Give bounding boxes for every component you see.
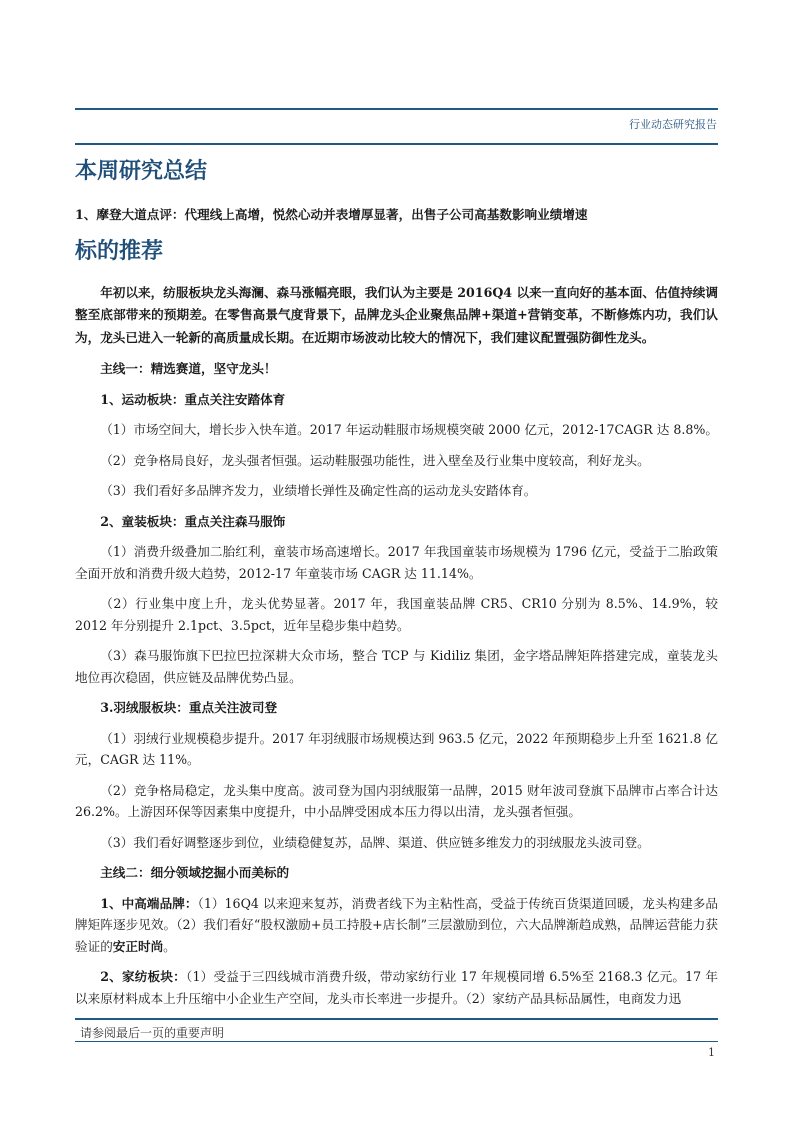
highend-brand-end: 。 — [163, 938, 176, 954]
highend-brand-pick: 安正时尚 — [112, 938, 164, 954]
home-textile-text: （1）受益于三四线城市消费升级，带动家纺行业 17 年规模同增 6.5%至 2168.3 亿元。17 年以来原材料成本上升压缩中小企业生产空间，龙头市长率进一步提升。（2）家纺产品具标品属性，电商发力迅 — [75, 969, 718, 1006]
section-title-recommend: 标的推荐 — [75, 238, 164, 264]
downwear-point-2: （2）竞争格局稳定，龙头集中度高。波司登为国内羽绒服第一品牌，2015 财年波司登旗下品牌市占率合计达 26.2%。上游因环保等因素集中度提升，中小品牌受困成本压力得以出清，龙头强者恒强。 — [75, 782, 718, 819]
downwear-point-3: （3）我们看好调整逐步到位，业绩稳健复苏，品牌、渠道、供应链多维发力的羽绒服龙头波司登。 — [100, 834, 650, 850]
kidswear-point-1: （1）消费升级叠加二胎红利，童装市场高速增长。2017 年我国童装市场规模为 1796 亿元，受益于二胎政策全面开放和消费升级大趋势，2012-17 年童装市场 CAGR 达 11.14%。 — [75, 544, 718, 581]
recommend-intro: 年初以来，纺服板块龙头海澜、森马涨幅亮眼，我们认为主要是 2016Q4 以来一直向好的基本面、估值持续调整至底部带来的预期差。在零售高景气度背景下，品牌龙头企业聚焦品牌+渠道+营销变革，不断修炼内功，我们认为，龙头已进入一轮新的高质量成长期。在近期市场波动比较大的情况下，我们建议配置强防御性龙头。 — [75, 284, 718, 345]
report-type-label: 行业动态研究报告 — [629, 118, 717, 131]
sportswear-point-3: （3）我们看好多品牌齐发力，业绩增长弹性及确定性高的运动龙头安踏体育。 — [100, 483, 537, 498]
section-title-summary: 本周研究总结 — [75, 159, 208, 184]
page-content — [75, 152, 718, 1009]
downwear-title: 3.羽绒服板块：重点关注波司登 — [100, 700, 278, 715]
footer-rule-thin — [75, 1041, 718, 1042]
sportswear-point-1: （1）市场空间大，增长步入快车道。2017 年运动鞋服市场规模突破 2000 亿元，2012-17CAGR 达 8.8%。 — [100, 422, 718, 437]
kidswear-title: 2、童装板块：重点关注森马服饰 — [100, 513, 286, 529]
summary-item: 1、摩登大道点评：代理线上高增，悦然心动并表增厚显著，出售子公司高基数影响业绩增速 — [75, 207, 588, 222]
home-textile-paragraph — [75, 966, 718, 1009]
disclaimer-note: 请参阅最后一页的重要声明 — [80, 1026, 225, 1040]
highend-brand-text: （1）16Q4 以来迎来复苏，消费者线下为主粘性高，受益于传统百货渠道回暖，龙头构建多品牌矩阵逐步见效。（2）我们看好“股权激励+员工持股+店长制”三层激励到位，六大品牌渐趋成熟，品牌运营能力获验证的 — [75, 895, 719, 954]
top-rule — [75, 108, 718, 110]
home-textile-lead: 2、家纺板块： — [100, 969, 186, 984]
kidswear-point-2: （2）行业集中度上升，龙头优势显著。2017 年，我国童装品牌 CR5、CR10 分别为 8.5%、14.9%，较 2012 年分别提升 2.1pct、3.5pct，近年呈稳步集中趋势。 — [75, 596, 718, 633]
sportswear-point-2: （2）竞争格局良好，龙头强者恒强。运动鞋服强功能性，进入壁垒及行业集中度较高，利好龙头。 — [100, 452, 650, 468]
header-rule — [75, 143, 718, 145]
downwear-point-1: （1）羽绒行业规模稳步提升。2017 年羽绒服市场规模达到 963.5 亿元，2022 年预期稳步上升至 1621.8 亿元，CAGR 达 11%。 — [75, 730, 718, 767]
kidswear-point-3: （3）森马服饰旗下巴拉巴拉深耕大众市场，整合 TCP 与 Kidiliz 集团，金字塔品牌矩阵搭建完成，童装龙头地位再次稳固，供应链及品牌优势凸显。 — [75, 648, 718, 685]
footer-rule — [75, 1018, 718, 1020]
highend-brand-paragraph — [75, 893, 718, 958]
sportswear-title: 1、运动板块：重点关注安踏体育 — [100, 391, 286, 407]
mainline-two-title: 主线二：细分领域挖掘小而美标的 — [100, 865, 290, 880]
mainline-one-title: 主线一：精选赛道，坚守龙头！ — [100, 361, 277, 376]
highend-brand-lead: 1、中高端品牌： — [100, 895, 198, 911]
page-number: 1 — [708, 1046, 715, 1059]
